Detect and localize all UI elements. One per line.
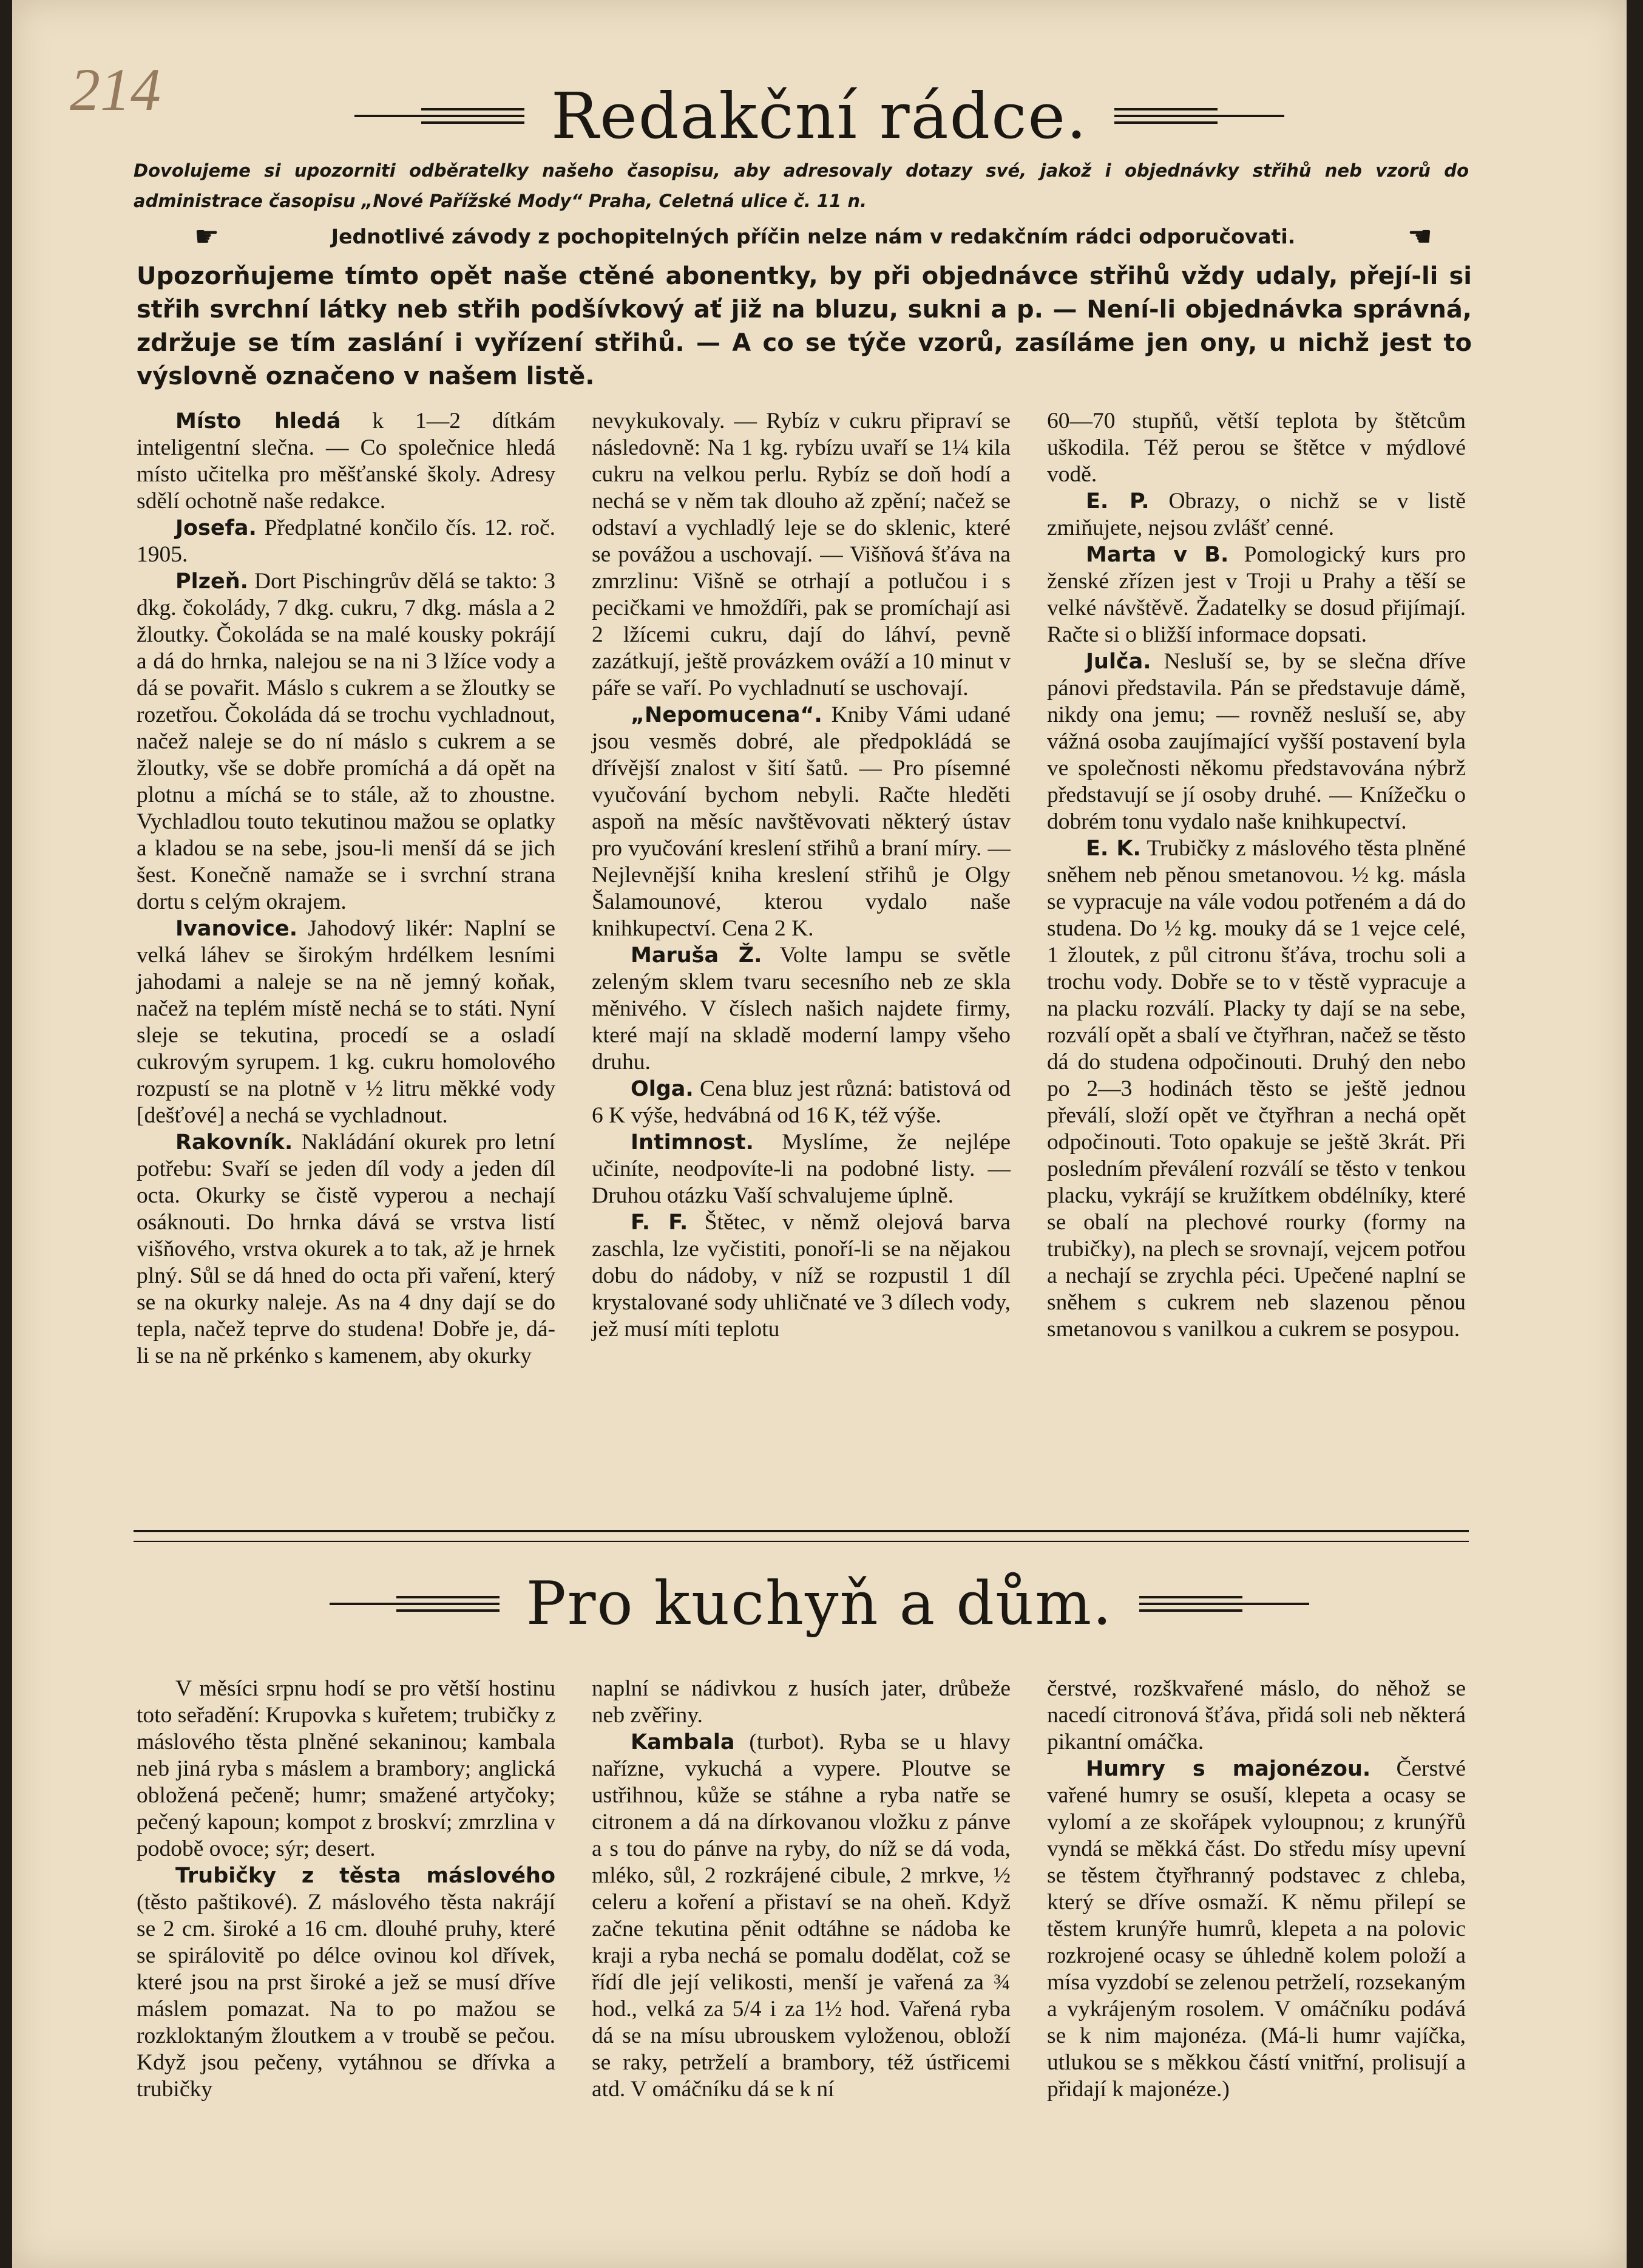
paragraph-heading: Ivanovice. [175,917,298,941]
paragraph [137,568,555,915]
column-5 [592,1676,1011,2103]
paragraph-heading: Kambala [631,1730,735,1754]
paragraph-text: čerstvé, rozškvařené máslo, do něhož se nacedí citronová šťáva, přidá soli neb některá pikantní omáčka. [1047,1676,1466,1754]
paragraph-text: Trubičky z máslového těsta plněné sněhem neb pěnou smetanovou. ½ kg. másla se vypracuje na vále vodou potřeném a dá do studena. Do ½ kg. mouky dá se 1 vejce celé, 1 žloutek, z půl citronu šťáva, trochu soli a trochu vody. Dobře se to v těstě vypracuje a na placku rozválí. Placky ty dají se na sebe, rozválí opět a sbalí ve čtyřhran, načež se těsto dá do studena odpočinouti. Druhý den nebo po 2—3 hodinách těsto se ještě jednou převálí, složí opět ve čtyřhran a nechá opět odpočinouti. Toto opakuje se ještě 3krát. Při posledním převálení rozválí se těsto v tenkou placku, vykrájí se kružítkem obdélníky, které se obalí na plechové rourky (formy na trubičky), na plech se srovnají, vejcem potřou a nechají se zrychla péci. Upečené naplní se sněhem s cukrem neb slazenou pěnou smetanovou s vanilkou a cukrem se posypou. [1047,836,1466,1342]
paragraph-text: (těsto paštikové). Z máslového těsta nakrájí se 2 cm. široké a 16 cm. dlouhé pruhy, které se spirálovitě po délce ovinou kol dřívek, které jsou na prst široké a jež se musí dříve máslem pomazat. Na to po mažou se rozkloktaným žloutkem a v troubě se pečou. Když jsou pečeny, vytáhnou se dřívka a trubičky [137,1890,555,2102]
paragraph-heading: „Nepomucena“. [631,703,822,727]
paragraph-heading: Marta v B. [1086,543,1229,567]
section-title-row-2 [12,1569,1627,1638]
section-title-2: Pro kuchyň a dům. [526,1569,1113,1638]
paragraph-heading: F. F. [631,1210,688,1235]
subscriber-notice: Dovolujeme si upozorniti odběratelky našeho časopisu, aby adresovaly dotazy své, jakož i objednávky střihů neb vzorů do administrace časopisu „Nové Pařížské Mody“ Praha, Celetná ulice č. 11 n. [134,160,1469,211]
ornamental-rule-left [354,108,524,124]
paragraph-heading: Rakovník. [175,1130,293,1155]
handwritten-page-number: 214 [70,56,161,123]
paragraph [137,915,555,1129]
paragraph-text: Nesluší se, by se slečna dříve pánovi představila. Pán se představuje dámě, nikdy ona jemu; — rovněž nesluší se, aby vážná osoba zaujímající vyšší postavení byla ve společnosti někomu představována nýbrž představují se jí osoby druhé. — Knížečku o dobrém tonu vydalo naše knihkupectví. [1047,649,1466,834]
paragraph-text: Štětec, v němž olejová barva zaschla, lze vyčistiti, ponoří-li se na nějakou dobu do nádoby, v níž se rozpustil 1 díl krystalované sody uhličnaté ve 3 dílech vody, jež musí míti teplotu [592,1210,1011,1342]
paragraph [1047,648,1466,835]
pointing-hand-icon: ☛ [194,220,220,253]
paragraph-heading: Intimnost. [631,1130,754,1155]
paragraph-text: naplní se nádivkou z husích jater, drůbeže neb zvěřiny. [592,1676,1011,1728]
paragraph-text: k 1—2 dítkám inteligentní slečna. — Co společnice hledá místo učitelka pro měšťanské školy. Adresy sdělí ochotně naše redakce. [137,409,555,514]
paragraph [137,515,555,568]
paragraph [592,1209,1011,1343]
column-3 [1047,408,1466,1343]
paragraph [592,702,1011,942]
paragraph-text: V měsíci srpnu hodí se pro větší hostinu toto seřadění: Krupovka s kuřetem; trubičky z máslového těsta plněné sekaninou; kambala neb jiná ryba s máslem a brambory; anglická obložená pečeně; humr; smažené artyčoky; pečený kapoun; kompot z broskví; zmrzlina v podobě ovoce; sýr; desert. [137,1676,555,1861]
paragraph-heading: Maruša Ž. [631,943,762,968]
column-6 [1047,1676,1466,2103]
ornamental-rule-right-2 [1139,1596,1309,1612]
paragraph-text: Nakládání okurek pro letní potřebu: Svaří se jeden díl vody a jeden díl octa. Okurky se čistě vyperou a nechají osáknouti. Do hrnka dává se vrstva listí višňového, vrstva okurek a to tak, až je hrnek plný. Sůl se dá hned do octa při vaření, který se na okurky naleje. As na 4 dny dají se do tepla, načež teprve do studena! Dobře je, dá-li se na ně prkénko s kamenem, aby okurky [137,1130,555,1368]
section-title-row [12,79,1627,153]
paragraph-text: Volte lampu se světle zeleným sklem tvaru secesního neb ze skla měnivého. V číslech našich najdete firmy, které mají na skladě moderní lampy všeho druhu. [592,943,1011,1075]
paragraph-text: Cena bluz jest různá: batistová od 6 K výše, hedvábná od 16 K, též výše. [592,1076,1011,1128]
column-1 [137,408,555,1370]
paragraph [1047,1676,1466,1756]
paragraph-text: Myslíme, že nejlépe učiníte, neodpovíte-li na podobné listy. — Druhou otázku Vaší schvalujeme úplně. [592,1130,1011,1208]
paragraph-text: Obrazy, o nichž se v listě zmiňujete, nejsou zvlášť cenné. [1047,489,1466,540]
paragraph-text: (turbot). Ryba se u hlavy nařízne, vykuchá a vypere. Ploutve se ustřihnou, kůže se stáhne a ryba natře se citronem a dá na dírkovanou vložku z pánve a s tou do pánve na ryby, do níž se dá voda, mléko, sůl, 2 rozkrájené cibule, 2 mrkve, ½ celeru a koření a přistaví se na oheň. Když začne tekutina pěnit odtáhne se nádoba ke kraji a ryba nechá se pomalu dodělat, což se řídí dle její velikosti, menší je vařená za ¾ hod., velká za 5/4 i za 1½ hod. Vařená ryba dá se na mísu ubrouskem vyloženou, obloží se raky, petrželí a brambory, též ústřicemi atd. V omáčníku dá se k ní [592,1730,1011,2102]
paragraph [1047,542,1466,648]
section-title: Redakční rádce. [550,79,1088,153]
paragraph-heading: Julča. [1086,650,1151,674]
paragraph-heading: Plzeň. [175,569,248,594]
paragraph [137,408,555,515]
paragraph-text: Kniby Vámi udané jsou vesměs dobré, ale předpokládá se dřívější znalost v šití šatů. — Pro písemné vyučování bychom nebyli. Račte hleděti aspoň na měsíc navštěvovati některý ústav pro vyučování kreslení střihů a braní míry. — Nejlevnější kniha kreslení střihů je Olgy Šalamounové, kterou vydalo naše knihkupectví. Cena 2 K. [592,702,1011,941]
paragraph-text: Jahodový likér: Naplní se velká láhev se širokým hrdélkem lesními jahodami a naleje se na ně jemný koňak, načež na teplém místě nechá se to státi. Nyní sleje se tekutina, procedí se a osladí cukrovým syrupem. 1 kg. cukru homolového rozpustí se na plotně v ½ litru měkké vody [dešťové] a nechá se vychladnout. [137,916,555,1128]
paragraph-text: Čerstvé vařené humry se osuší, klepeta a ocasy se vylomí a ze skořápek vyloupnou; z krunýřů vyndá se měkká část. Do středu mísy upevní se těstem čtyřhranný podstavec z chleba, který se dříve osmaží. K němu přilepí se těstem krunýře humrů, klepeta a na polovic rozkrojené ocasy se úhledně kolem položí a mísa vyzdobí se zelenou petrželí, rozsekaným a vykrájeným rosolem. V omáčníku podává se k nim majonéza. (Má-li humr vajíčka, utlukou se s měkkou částí vnitřní, prolisují a přidají k majonéze.) [1047,1756,1466,2102]
paragraph-text: Předplatné končilo čís. 12. roč. 1905. [137,515,555,567]
paragraph [592,1729,1011,2103]
paragraph [592,1129,1011,1209]
paragraph-heading: Trubičky z těsta máslového [175,1864,555,1888]
paragraph [1047,488,1466,542]
paragraph [1047,1756,1466,2103]
paragraph-heading: Místo hledá [175,409,341,433]
paragraph-text: Dort Pischingrův dělá se takto: 3 dkg. čokolády, 7 dkg. cukru, 7 dkg. másla a 2 žloutky. Čokoláda se na malé kousky pokrájí a dá do hrnka, nalejou se na ni 3 lžíce vody a dá se povařit. Máslo s cukrem a se žloutky se rozetřou. Čokoláda dá se trochu vychladnout, načež naleje se do ní máslo s cukrem a se žloutky, vše se dobře promíchá a dá opět na plotnu a míchá se to stále, až to zhoustne. Vychladlou touto tekutinou mažou se oplatky a kladou se na sebe, jsou-li menší dá se jich šest. Konečně namaže se i svrchní strana dortu s celým okrajem. [137,569,555,914]
paragraph [137,1129,555,1370]
paragraph [137,1862,555,2103]
ornamental-rule-left-2 [330,1596,500,1612]
column-2 [592,408,1011,1343]
ornamental-rule-right [1114,108,1284,124]
paragraph-text: Pomologický kurs pro ženské zřízen jest v Troji u Prahy a těší se velké návštěvě. Žadatelky se dosud přijímají. Račte si o bližší informace dopsati. [1047,542,1466,647]
pointing-hand-left-icon: ☚ [1407,220,1432,253]
paragraph-heading: E. P. [1086,489,1150,514]
paragraph-heading: Josefa. [175,516,257,540]
paragraph [592,1676,1011,1729]
announcement: Upozorňujeme tímto opět naše ctěné abonentky, by při objednávce střihů vždy udaly, přejí-li si střih svrchní látky neb střih podšívkový ať již na bluzu, sukni a p. — Není-li objednávka správná, zdržuje se tím zaslání i vyřízení střihů. — A co se týče vzorů, zasíláme jen ony, u nichž jest to výslovně označeno v našem listě. [137,262,1472,390]
paragraph-text: 60—70 stupňů, větší teplota by štětcům uškodila. Též perou se štětce v mýdlové vodě. [1047,409,1466,487]
paragraph [1047,408,1466,488]
paragraph-heading: E. K. [1086,837,1141,861]
column-4 [137,1676,555,2103]
magazine-page [12,0,1627,2268]
recommendation-text: Jednotlivé závody z pochopitelných příčin nelze nám v redakčním rádci odporučovati. [331,224,1296,248]
paragraph-heading: Olga. [631,1077,694,1101]
section-divider [134,1530,1469,1542]
recommendation-note [194,220,1432,253]
paragraph [592,1076,1011,1129]
paragraph [1047,835,1466,1343]
paragraph-heading: Humry s majonézou. [1086,1757,1371,1781]
paragraph-text: nevykukovaly. — Rybíz v cukru připraví se následovně: Na 1 kg. rybízu uvaří se 1¼ kila cukru na velkou perlu. Rybíz se doň hodí a nechá se v něm tak dlouho až zpění; načež se odstaví a vychladlý leje se do sklenic, které se povážou a uschovají. — Višňová šťáva na zmrzlinu: Višně se otrhají a potlučou i s pecičkami ve hmoždíři, pak se promíchají asi 2 lžícemi cukru, dají do láhví, pevně zazátkují, ještě provázkem ováží a 10 minut v páře se vaří. Po vychladnutí se uschovají. [592,409,1011,701]
paragraph [592,942,1011,1076]
paragraph [592,408,1011,702]
paragraph [137,1676,555,1862]
